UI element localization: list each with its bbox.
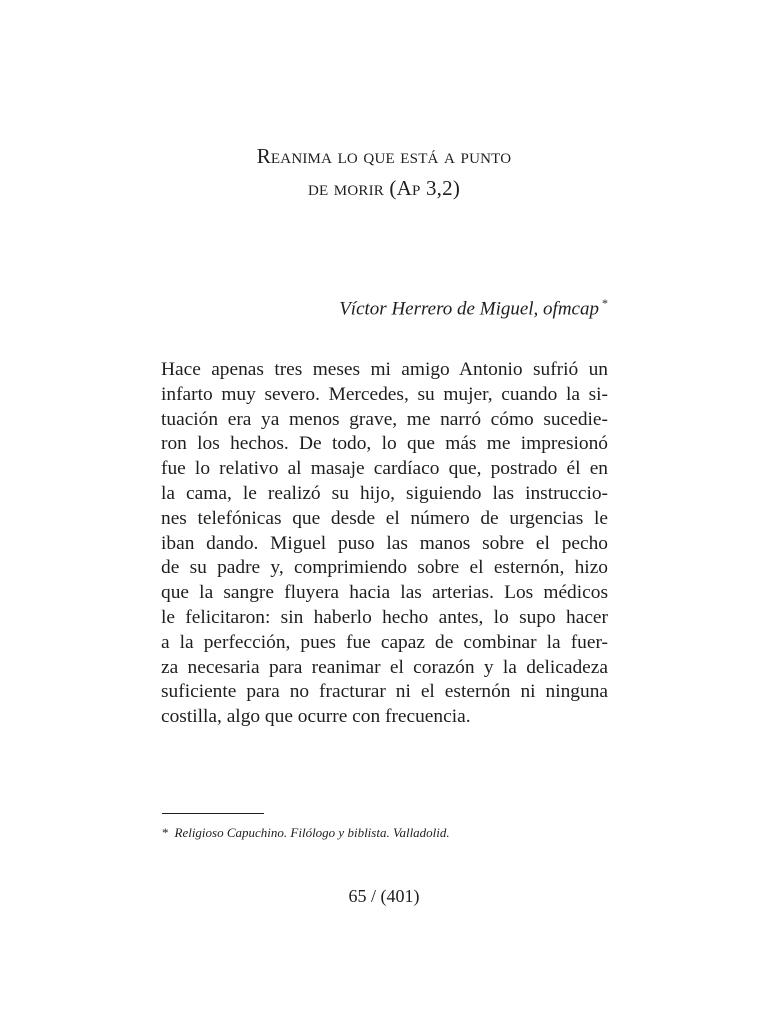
article-title — [0, 140, 768, 204]
footnote-divider — [162, 813, 264, 814]
body-line: que la sangre fluyera hacia las arterias. Los médicos — [161, 582, 608, 604]
body-line: Hace apenas tres meses mi amigo Antonio sufrió un — [161, 359, 608, 380]
title-line-2: de morir (Ap 3,2) — [307, 176, 461, 200]
body-line: costilla, algo que ocurre con frecuencia. — [161, 706, 471, 728]
author-footnote-marker: * — [602, 296, 608, 310]
body-line: la cama, le realizó su hijo, siguiendo las instruccio- — [161, 482, 608, 504]
footnote-marker: * — [162, 825, 169, 840]
body-line: fue lo relativo al masaje cardíaco que, postrado él en — [161, 458, 608, 480]
body-line: infarto muy severo. Mercedes, su mujer, cuando la si- — [161, 383, 608, 405]
body-line: a la perfección, pues fue capaz de combinar la fuer- — [161, 631, 608, 653]
body-line: ron los hechos. De todo, lo que más me impresionó — [161, 433, 608, 455]
body-paragraph — [161, 358, 608, 730]
body-line: le felicitaron: sin haberlo hecho antes, lo supo hacer — [161, 606, 608, 628]
body-line: nes telefónicas que desde el número de urgencias le — [161, 507, 608, 529]
body-line: tuación era ya menos grave, me narró cómo sucedie- — [161, 408, 608, 430]
body-line: za necesaria para reanimar el corazón y la delicadeza — [161, 656, 608, 678]
body-line: iban dando. Miguel puso las manos sobre el pecho — [161, 532, 608, 554]
body-line: suficiente para no fracturar ni el esternón ni ninguna — [161, 681, 608, 703]
page-number: 65 / (401) — [348, 886, 420, 906]
title-line-1: Reanima lo que está a punto — [256, 144, 512, 168]
footnote — [162, 824, 450, 842]
author-byline — [339, 290, 608, 322]
author-name: Víctor Herrero de Miguel, ofmcap — [339, 298, 599, 320]
footnote-text: Religioso Capuchino. Filólogo y biblista. Valladolid. — [174, 825, 450, 840]
body-line: de su padre y, comprimiendo sobre el esternón, hizo — [161, 557, 608, 579]
